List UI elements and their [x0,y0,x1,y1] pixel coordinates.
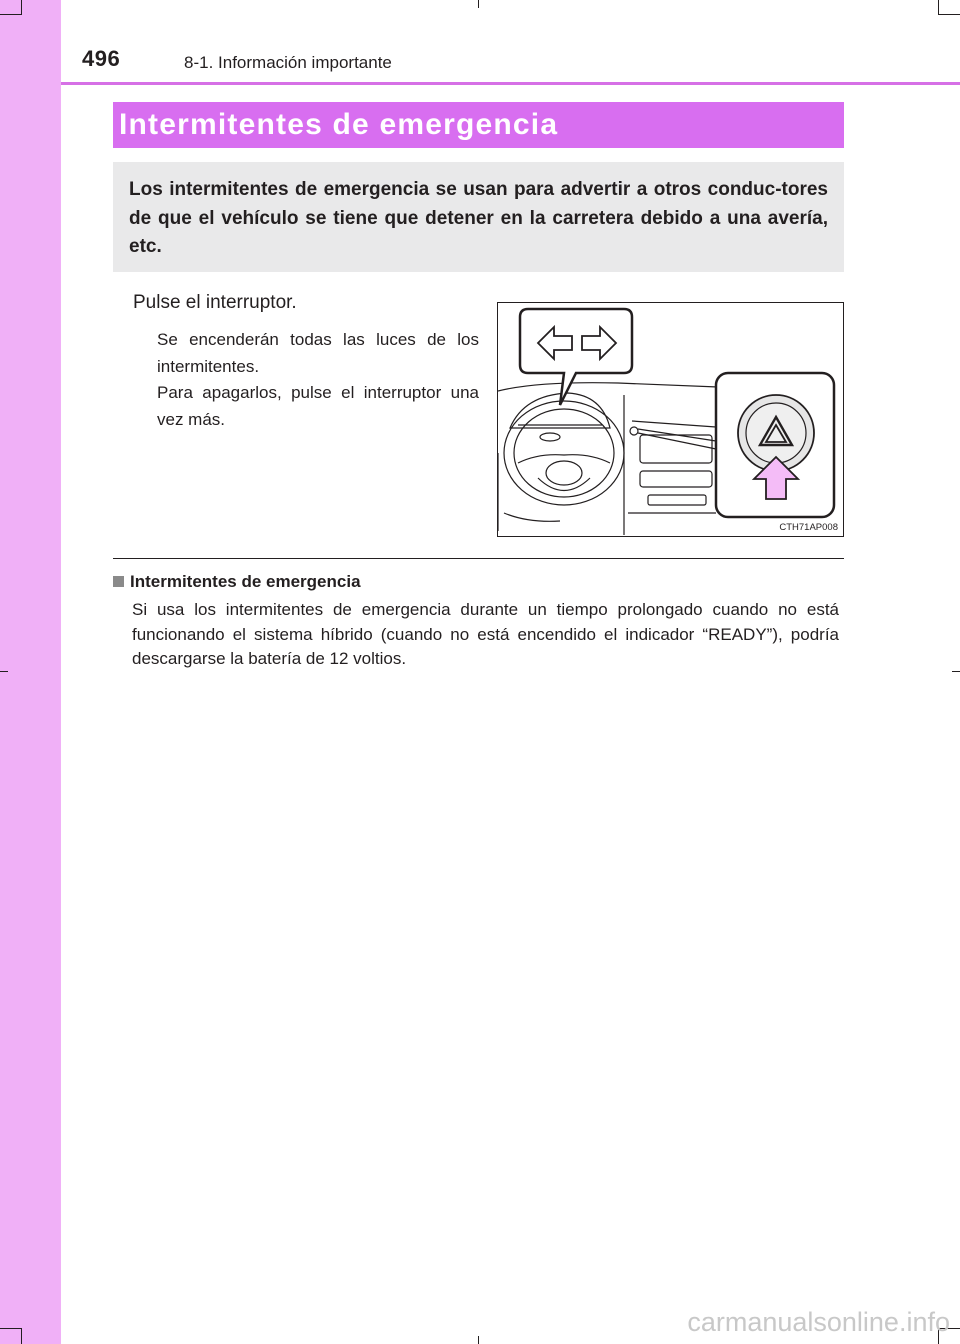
header-divider [61,82,960,85]
crop-mark [0,1328,22,1329]
note-heading-text: Intermitentes de emergencia [130,572,361,591]
dashboard-illustration [497,302,844,537]
crop-mark [952,671,960,672]
watermark: carmanualsonline.info [687,1307,950,1337]
bullet-square-icon [113,576,124,587]
note-heading [113,572,361,592]
section-title-bar [113,102,844,148]
step-detail [157,327,479,433]
step-detail-line-1: Se encenderán todas las luces de los intermitentes. [157,330,479,376]
page-number: 496 [82,46,121,71]
dashboard-drawing [498,303,844,537]
crop-mark [938,0,939,15]
page-title: Intermitentes de emergencia [119,108,559,141]
figure-code: CTH71AP008 [779,522,838,533]
crop-mark [478,0,479,8]
step-detail-line-2: Para apagarlos, pulse el interruptor una vez más. [157,383,479,429]
hazard-switch-callout [716,373,834,517]
intro-box [113,162,844,272]
crop-mark [21,0,22,15]
crop-mark [0,14,22,15]
crop-mark [21,1328,22,1344]
crop-mark [938,14,960,15]
note-body: Si usa los intermitentes de emergencia durante un tiempo prolongado cuando no está funcionando el sistema híbrido (cuando no está encendido el indicador “READY”), podría descargarse la batería de 12 voltios. [132,600,839,668]
intro-text: Los intermitentes de emergencia se usan para advertir a otros conduc-tores de que el vehículo se tiene que detener en la carretera debido a una avería, etc. [129,179,828,257]
section-reference: 8-1. Información importante [184,53,392,72]
side-tab-strip [0,0,61,1344]
note-divider [113,558,844,559]
crop-mark [0,671,8,672]
turn-signal-arrows-icon [520,309,632,405]
step-instruction: Pulse el interruptor. [133,292,297,313]
crop-mark [478,1336,479,1344]
